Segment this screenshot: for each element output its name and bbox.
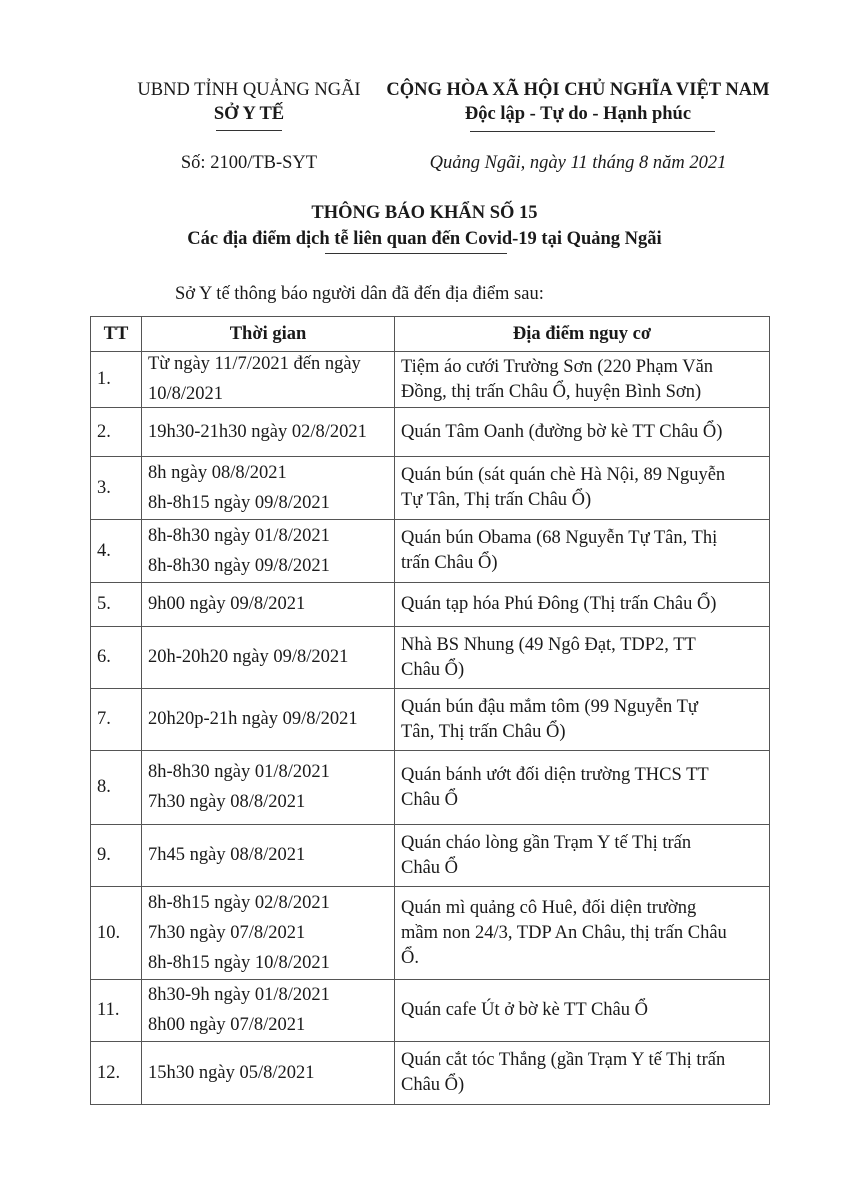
row-time — [142, 887, 395, 980]
row-time — [142, 457, 395, 520]
place-line: Đồng, thị trấn Châu Ổ, huyện Bình Sơn) — [401, 381, 702, 402]
locations-table — [90, 316, 770, 1105]
row-number: 3. — [91, 457, 142, 520]
national-motto: Độc lập - Tự do - Hạnh phúc — [464, 104, 692, 124]
place-line: Tự Tân, Thị trấn Châu Ổ) — [401, 490, 592, 510]
table-row — [91, 627, 770, 689]
time-line: 8h-8h30 ngày 01/8/2021 — [148, 525, 330, 546]
row-time — [142, 583, 395, 627]
intro-text: Sở Y tế thông báo người dân đã đến địa điểm sau: — [175, 284, 544, 304]
row-place — [395, 583, 770, 627]
place-line: Quán cháo lòng gần Trạm Y tế Thị trấn — [401, 832, 692, 853]
row-time — [142, 520, 395, 583]
row-time — [142, 689, 395, 751]
row-place — [395, 352, 770, 408]
row-number: 7. — [91, 689, 142, 751]
table-header-row — [91, 317, 770, 352]
row-time — [142, 751, 395, 825]
place-line: Châu Ổ) — [401, 659, 465, 680]
time-line: 19h30-21h30 ngày 02/8/2021 — [148, 421, 367, 442]
notice-subtitle: Các địa điểm dịch tễ liên quan đến Covid-19 tại Quảng Ngãi — [187, 229, 662, 249]
table-row — [91, 980, 770, 1042]
place-line: Quán bún đậu mắm tôm (99 Nguyễn Tự — [401, 696, 698, 717]
place-line: Ổ. — [401, 947, 419, 968]
document-number: Số: 2100/TB-SYT — [180, 153, 318, 173]
place-line: Quán Tâm Oanh (đường bờ kè TT Châu Ổ) — [401, 421, 723, 442]
time-line: 7h30 ngày 08/8/2021 — [148, 792, 306, 812]
table-row — [91, 751, 770, 825]
row-place — [395, 980, 770, 1042]
place-line: Quán cắt tóc Thắng (gần Trạm Y tế Thị trấn — [401, 1050, 726, 1070]
table-row — [91, 520, 770, 583]
place-line: Châu Ổ) — [401, 1075, 465, 1095]
table-row — [91, 408, 770, 457]
row-place — [395, 825, 770, 887]
row-place — [395, 457, 770, 520]
time-line: 8h-8h15 ngày 09/8/2021 — [148, 492, 330, 513]
place-line: Tân, Thị trấn Châu Ổ) — [401, 721, 566, 742]
row-time — [142, 627, 395, 689]
table-row — [91, 583, 770, 627]
time-line: 8h00 ngày 07/8/2021 — [148, 1015, 306, 1035]
row-number: 4. — [91, 520, 142, 583]
agency-name: SỞ Y TẾ — [213, 104, 285, 124]
time-line: 20h20p-21h ngày 09/8/2021 — [148, 709, 358, 729]
place-date: Quảng Ngãi, ngày 11 tháng 8 năm 2021 — [429, 153, 727, 173]
row-time — [142, 980, 395, 1042]
place-line: Châu Ổ — [401, 857, 459, 878]
agency-parent: UBND TỈNH QUẢNG NGÃI — [137, 80, 361, 100]
place-line: Châu Ổ — [401, 789, 459, 810]
row-number: 10. — [91, 887, 142, 980]
row-number: 11. — [91, 980, 142, 1042]
row-number: 1. — [91, 352, 142, 408]
time-line: 7h30 ngày 07/8/2021 — [148, 922, 306, 943]
time-line: Từ ngày 11/7/2021 đến ngày — [148, 354, 361, 374]
row-place — [395, 689, 770, 751]
row-place — [395, 751, 770, 825]
place-line: Quán tạp hóa Phú Đông (Thị trấn Châu Ổ) — [401, 594, 717, 614]
place-line: Quán bún Obama (68 Nguyễn Tự Tân, Thị — [401, 528, 718, 548]
column-header-place: Địa điểm nguy cơ — [395, 317, 770, 352]
row-time — [142, 1042, 395, 1105]
time-line: 8h ngày 08/8/2021 — [148, 462, 287, 483]
column-header-tt: TT — [91, 317, 142, 352]
row-place — [395, 520, 770, 583]
row-place — [395, 408, 770, 457]
time-line: 8h-8h30 ngày 01/8/2021 — [148, 762, 330, 782]
place-line: Tiệm áo cưới Trường Sơn (220 Phạm Văn — [401, 356, 714, 377]
row-number: 12. — [91, 1042, 142, 1105]
motto-underline — [470, 131, 715, 132]
row-time — [142, 352, 395, 408]
time-line: 15h30 ngày 05/8/2021 — [148, 1062, 315, 1083]
row-number: 6. — [91, 627, 142, 689]
place-line: Quán bánh ướt đối diện trường THCS TT — [401, 764, 709, 785]
country-name: CỘNG HÒA XÃ HỘI CHỦ NGHĨA VIỆT NAM — [386, 80, 770, 100]
time-line: 7h45 ngày 08/8/2021 — [148, 845, 306, 865]
row-time — [142, 825, 395, 887]
row-number: 9. — [91, 825, 142, 887]
column-header-time: Thời gian — [142, 317, 395, 352]
time-line: 8h-8h30 ngày 09/8/2021 — [148, 555, 330, 576]
table-row — [91, 825, 770, 887]
time-line: 9h00 ngày 09/8/2021 — [148, 594, 306, 614]
place-line: Quán cafe Út ở bờ kè TT Châu Ổ — [401, 1000, 648, 1020]
time-line: 8h30-9h ngày 01/8/2021 — [148, 985, 330, 1005]
row-place — [395, 887, 770, 980]
time-line: 8h-8h15 ngày 02/8/2021 — [148, 892, 330, 913]
table-row — [91, 689, 770, 751]
notice-title: THÔNG BÁO KHẨN SỐ 15 — [311, 203, 538, 223]
place-line: Quán bún (sát quán chè Hà Nội, 89 Nguyễn — [401, 465, 726, 485]
row-place — [395, 627, 770, 689]
agency-underline — [216, 130, 282, 131]
time-line: 8h-8h15 ngày 10/8/2021 — [148, 952, 330, 973]
row-number: 5. — [91, 583, 142, 627]
place-line: Quán mì quảng cô Huê, đối diện trường — [401, 897, 697, 918]
place-line: mầm non 24/3, TDP An Châu, thị trấn Châu — [401, 922, 727, 943]
table-row — [91, 887, 770, 980]
row-time — [142, 408, 395, 457]
table-row — [91, 1042, 770, 1105]
row-place — [395, 1042, 770, 1105]
row-number: 8. — [91, 751, 142, 825]
subtitle-underline — [325, 253, 507, 254]
time-line: 10/8/2021 — [148, 384, 224, 404]
row-number: 2. — [91, 408, 142, 457]
time-line: 20h-20h20 ngày 09/8/2021 — [148, 647, 349, 667]
place-line: Nhà BS Nhung (49 Ngô Đạt, TDP2, TT — [401, 634, 696, 655]
place-line: trấn Châu Ổ) — [401, 553, 498, 573]
table-row — [91, 352, 770, 408]
table-row — [91, 457, 770, 520]
